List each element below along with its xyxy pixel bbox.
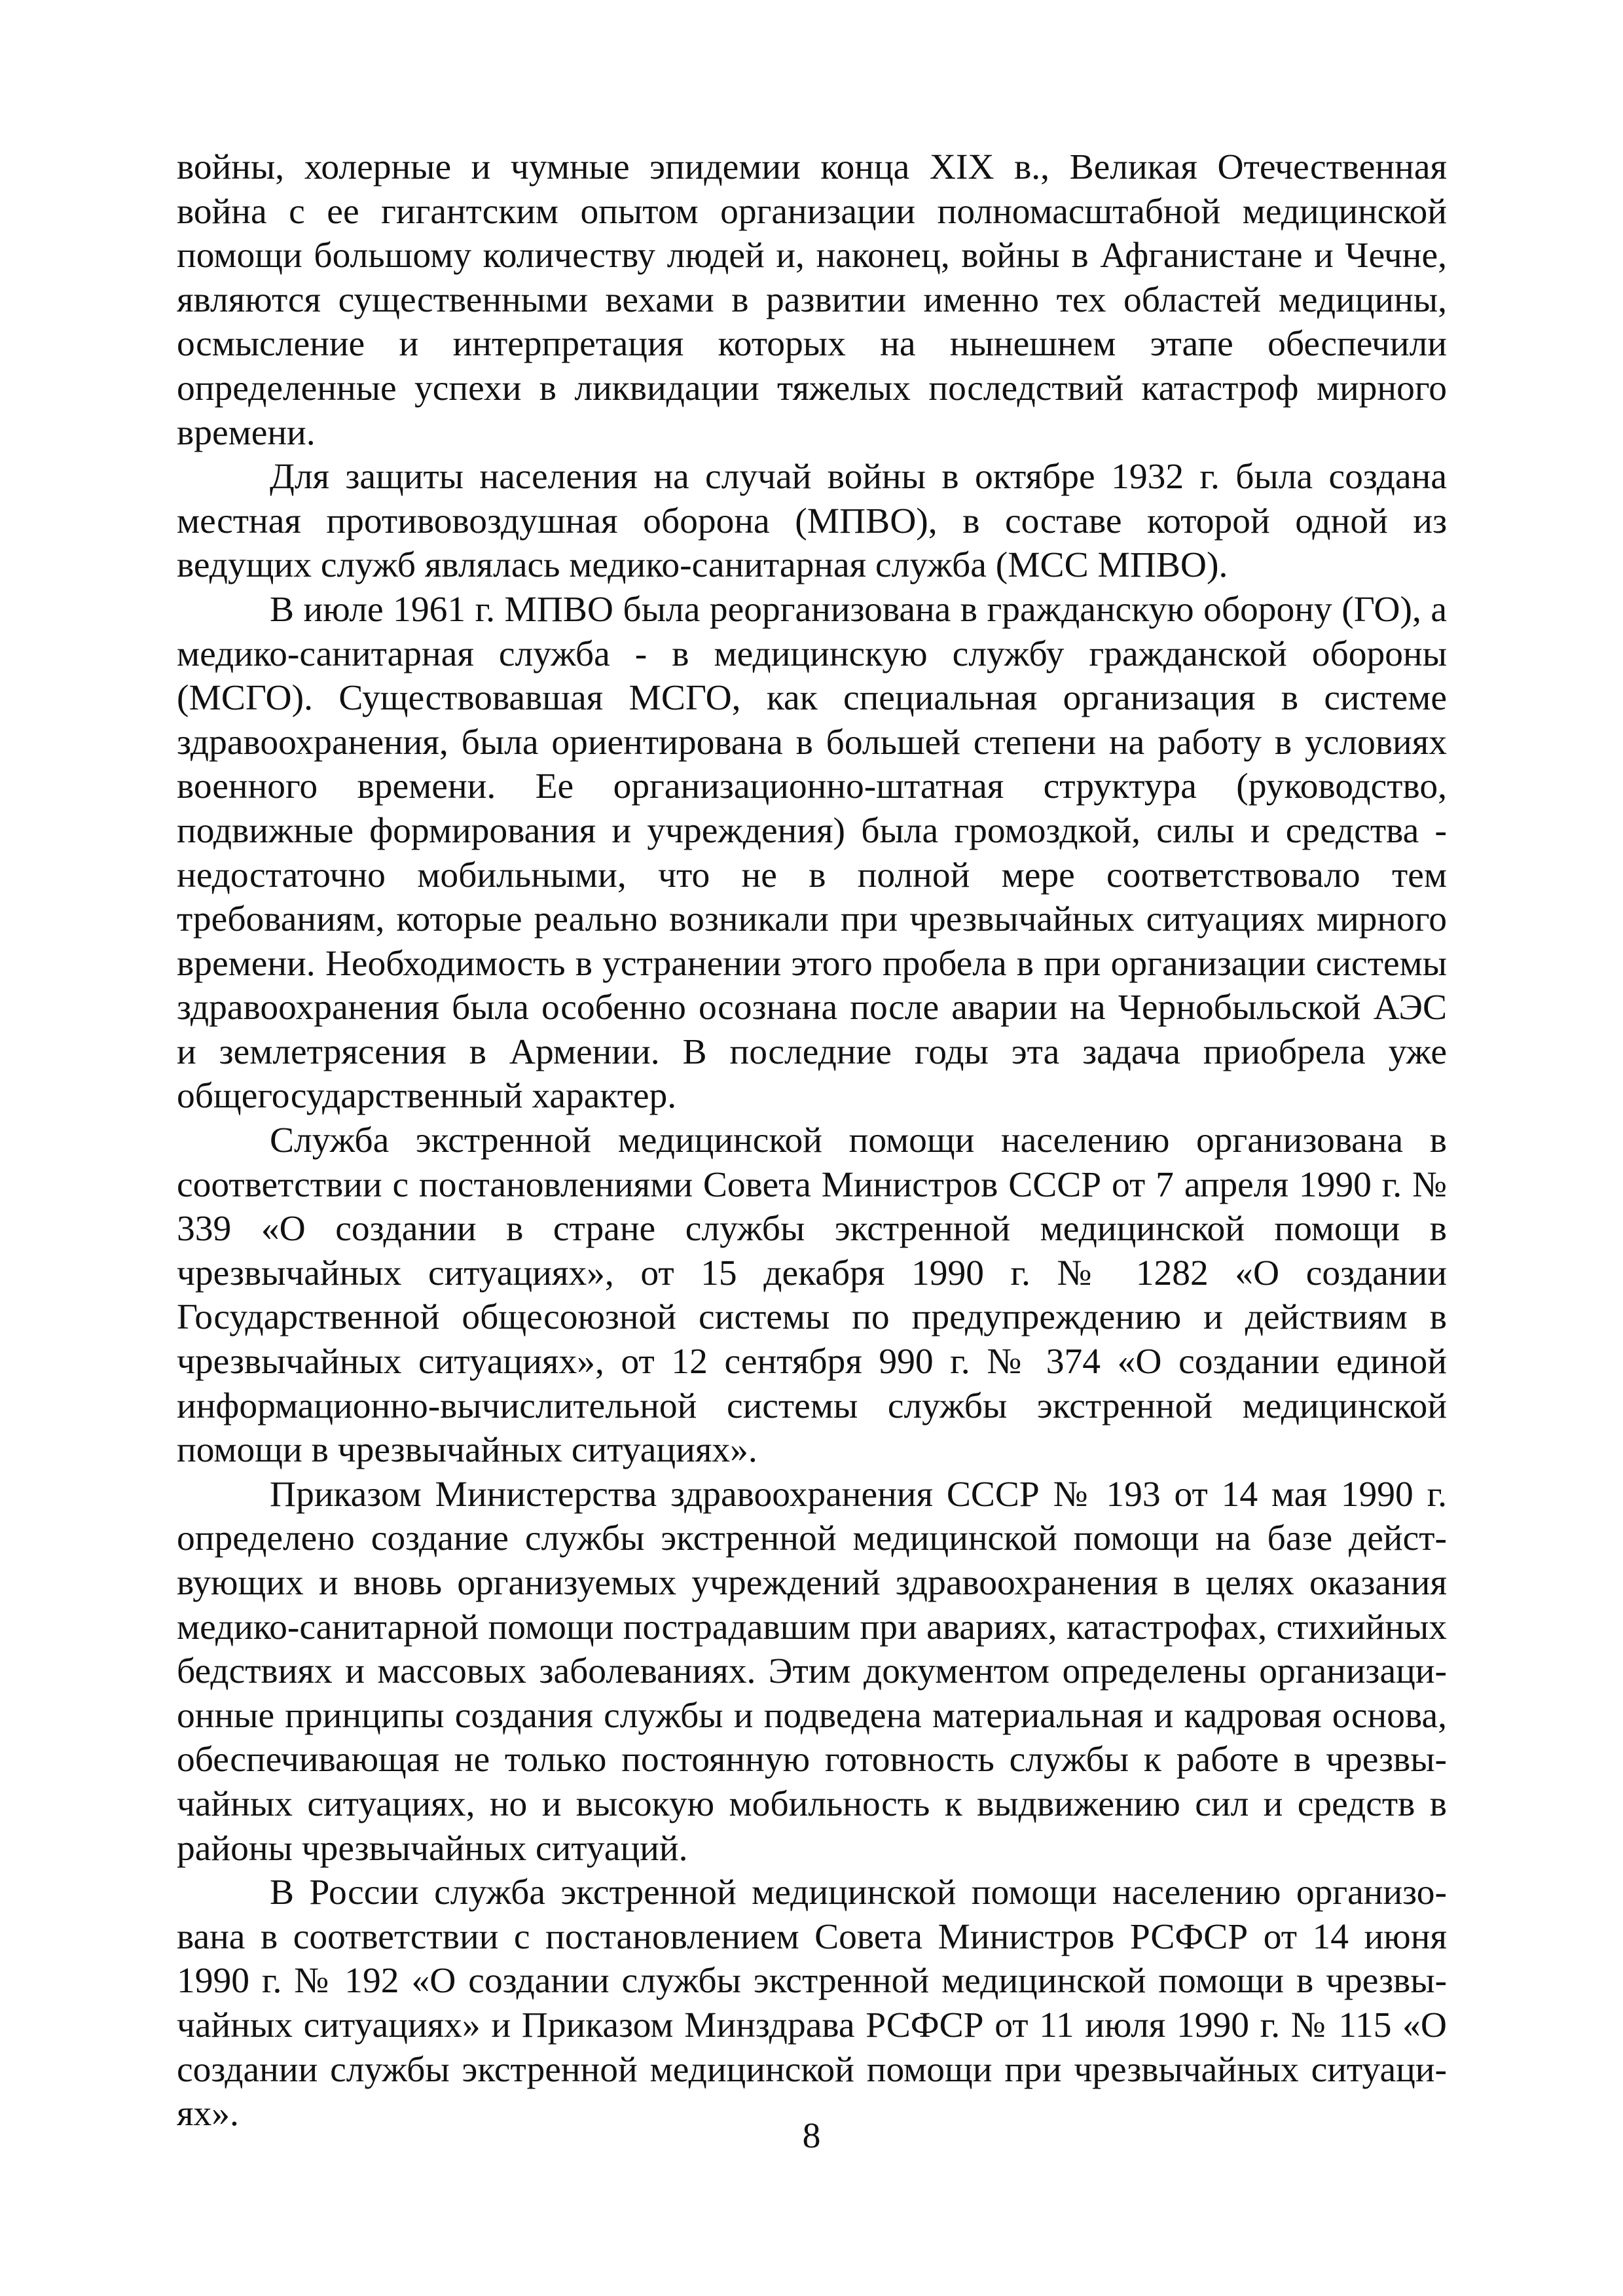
paragraph-mpvo: Для защиты населения на случай войны в октябре 1932 г. была создана местная противовоздушная оборона (МПВО), в составе которой одной из ведущих служб являлась медико-санитарная служба (МСС МПВО). xyxy=(177,457,1447,586)
page-number: 8 xyxy=(802,2116,821,2156)
paragraph-msgo: В июле 1961 г. МПВО была реорганизована в гражданскую оборону (ГО), а медико-санитарная служба - в медицинскую службу гражданской обороны (МСГО). Существовавшая МСГО, как специальная организация в системе здравоохранения, была ориентирована в большей степени на работу в условиях военного времени. Ее организационно-штатная структура (руководство, подвижные формирования и учреждения) была громоздкой, силы и средства - недостаточно мобильными, что не в полной мере соответствовало тем требованиям, которые реально возникали при чрезвычайных ситуациях мирного времени. Необходимость в устранении этого пробела в при организации системы здравоохранения была особенно осознана после аварии на Чернобыльской АЭС и землетрясения в Армении. В последние годы эта задача приобрела уже общегосударственный характер. xyxy=(177,589,1447,1117)
paragraph-ussr-decrees: Служба экстренной медицинской помощи населению организована в соответствии с постановлениями Совета Министров СССР от 7 апреля 1990 г. № 339 «О создании в стране службы экстренной медицинской помощи в чрезвычайных ситуациях», от 15 декабря 1990 г. № 1282 «О создании Государственной общесоюзной системы по предупреждению и действиям в чрезвычайных ситуациях», от 12 сентября 990 г. № 374 «О создании единой информационно-вычислительной системы службы экстренной медицинской помощи в чрезвычайных ситуациях». xyxy=(177,1121,1447,1471)
paragraph-continuation: войны, холерные и чумные эпидемии конца XIX в., Великая Отечественная война с ее гигантским опытом организации полномасштабной медицинской помощи большому количеству людей и, наконец, войны в Афганистане и Чечне, являются существенными вехами в развитии именно тех областей медицины, осмысление и интерпретация которых на нынешнем этапе обеспечили определенные успехи в ликвидации тяжелых последствий катастроф мирного времени. xyxy=(177,147,1447,453)
body-text xyxy=(177,145,1447,2136)
paragraph-russia-service: В России служба экстренной медицинской помощи населению организована в соответствии с постановлением Совета Министров РСФСР от 14 июня 1990 г. № 192 «О создании службы экстренной медицинской помощи в чрезвычайных ситуациях» и Приказом Минздрава РСФСР от 11 июля 1990 г. № 115 «О создании службы экстренной медицинской помощи при чрезвычайных ситуациях». xyxy=(177,1873,1447,2134)
paragraph-ministry-order: Приказом Министерства здравоохранения СССР № 193 от 14 мая 1990 г. определено создание службы экстренной медицинской помощи на базе действующих и вновь организуемых учреждений здравоохранения в целях оказания медико-санитарной помощи пострадавшим при авариях, катастрофах, стихийных бедствиях и массовых заболеваниях. Этим документом определены организационные принципы создания службы и подведена материальная и кадровая основа, обеспечивающая не только постоянную готовность службы к работе в чрезвычайных ситуациях, но и высокую мобильность к выдвижению сил и средств в районы чрезвычайных ситуаций. xyxy=(177,1474,1447,1869)
